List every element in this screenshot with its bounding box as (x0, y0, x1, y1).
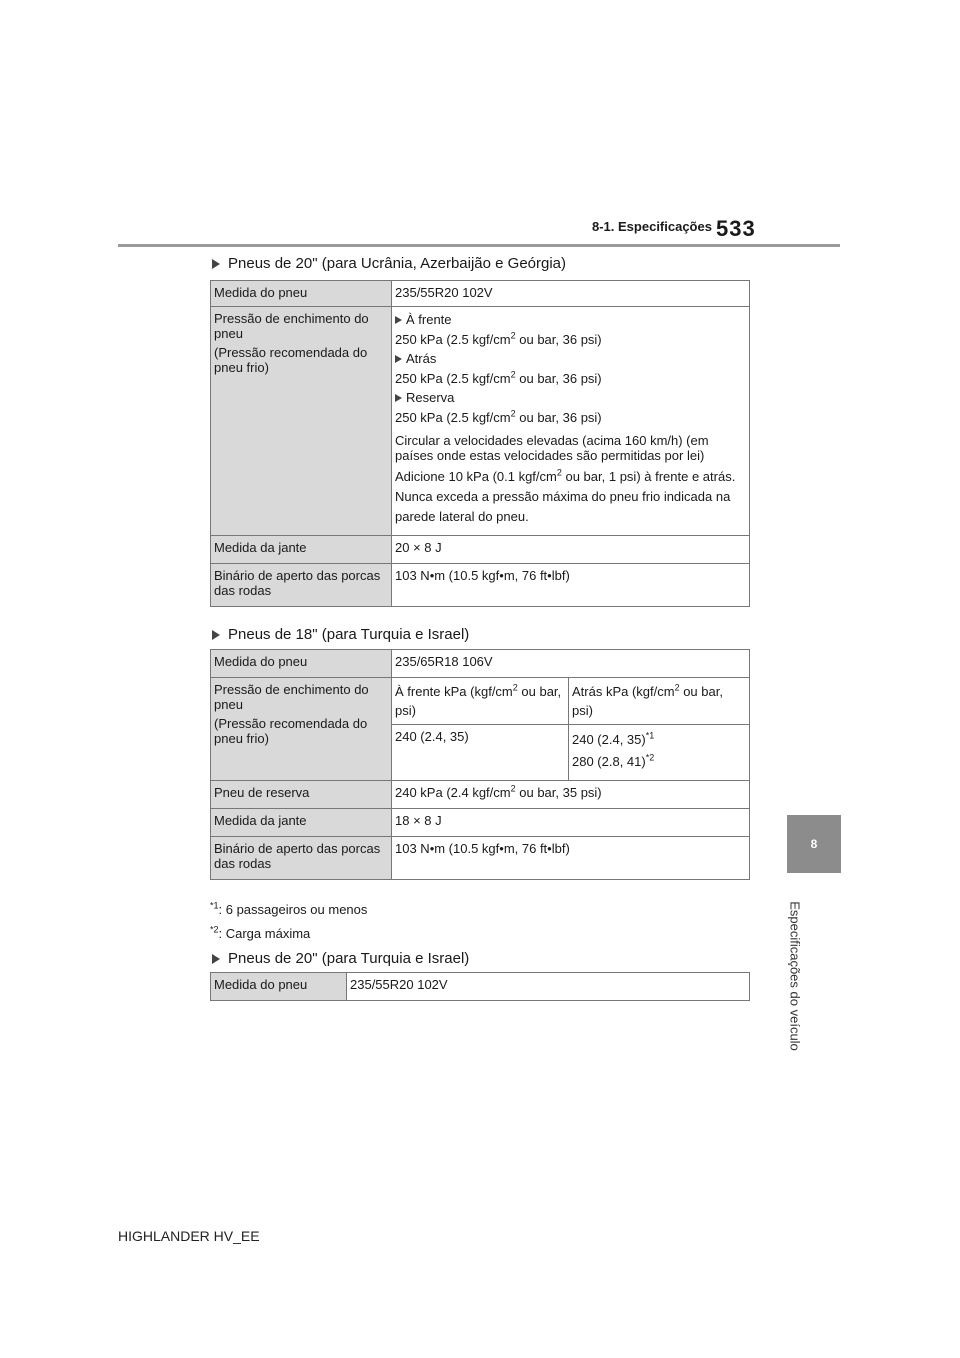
rear-header: Atrás kPa ($kgf/cm^2$ ou bar, psi) (569, 678, 750, 725)
arrow-right-icon (212, 259, 220, 269)
add-pressure-note: Adicione 10 kPa (0.1 kgf/$cm^2$ ou bar, 1 psi) à frente e atrás. Nunca exceda a pressão máxima do pneu frio indicada na parede lateral do pneu. (395, 467, 736, 524)
section2-table (210, 649, 750, 880)
rim-label: Medida da jante (211, 809, 392, 837)
arrow-right-icon (395, 316, 402, 324)
table-row (211, 973, 750, 1001)
footnote-2: $^{*2}$: Carga máxima (210, 924, 311, 941)
high-speed-note: Circular a velocidades elevadas (acima 160 km/h) (em países onde estas velocidades são permitidas por lei) (395, 433, 709, 463)
front-value: 240 (2.4, 35) (392, 725, 569, 781)
table-row (211, 837, 750, 880)
section3-table (210, 972, 750, 1001)
section-title: 8-1. Especificações (592, 219, 712, 234)
torque-value: 103 N•m (10.5 kgf•m, 76 ft•lbf) (392, 837, 750, 880)
tire-size-label: Medida do pneu (211, 650, 392, 678)
section1-heading: Pneus de 20" (para Ucrânia, Azerbaijão e Geórgia) (212, 255, 566, 272)
tire-size-value: 235/65R18 106V (392, 650, 750, 678)
arrow-right-icon (212, 630, 220, 640)
table-row (211, 307, 750, 536)
tire-size-label: Medida do pneu (211, 973, 347, 1001)
spare-value: 240 kPa (2.4 kgf/$cm^2$ ou bar, 35 psi) (392, 781, 750, 809)
arrow-right-icon (212, 954, 220, 964)
torque-label: Binário de aperto das porcas das rodas (211, 564, 392, 607)
rim-label: Medida da jante (211, 536, 392, 564)
footnote-1: $^{*1}$: 6 passageiros ou menos (210, 900, 368, 917)
section3-heading: Pneus de 20" (para Turquia e Israel) (212, 950, 469, 967)
table-row (211, 809, 750, 837)
front-header: À frente kPa ($kgf/cm^2$ ou bar, psi) (392, 678, 569, 725)
torque-label: Binário de aperto das porcas das rodas (211, 837, 392, 880)
rim-value: 20 × 8 J (392, 536, 750, 564)
tire-size-value: 235/55R20 102V (392, 281, 750, 307)
table-row (211, 536, 750, 564)
torque-value: 103 N•m (10.5 kgf•m, 76 ft•lbf) (392, 564, 750, 607)
page-number: 533 (716, 216, 756, 241)
arrow-right-icon (395, 355, 402, 363)
section2-heading: Pneus de 18" (para Turquia e Israel) (212, 626, 469, 643)
rim-value: 18 × 8 J (392, 809, 750, 837)
section1-table (210, 280, 750, 607)
table-row (211, 781, 750, 809)
pressure-values: À frente 250 kPa (2.5 kgf/$cm^2$ ou bar, 36 psi) Atrás 250 kPa (2.5 kgf/$cm^2$ ou bar, 36 psi) Reserva 250 kPa (2.5 kgf/$cm^2$ ou bar, 36 psi) Circular a velocidades elevadas (acima 160 km/h) (em países onde estas velocidades são permitidas por lei) Adicione 10 kPa (0.1 kgf/$cm^2$ ou bar, 1 psi) à frente e atrás. Nunca exceda a pressão máxima do pneu frio indicada na parede lateral do pneu. (392, 307, 750, 536)
table-row (211, 678, 750, 725)
rear-subheading: Atrás (395, 351, 746, 366)
chapter-side-label: Especificações do veículo (787, 901, 803, 1051)
header-rule (118, 244, 840, 247)
arrow-right-icon (395, 394, 402, 402)
spare-label: Pneu de reserva (211, 781, 392, 809)
table-row (211, 564, 750, 607)
table-row (211, 281, 750, 307)
table-row (211, 650, 750, 678)
footer-model: HIGHLANDER HV_EE (118, 1228, 260, 1244)
pressure-label: Pressão de enchimento do pneu (Pressão recomendada do pneu frio) (211, 307, 392, 536)
rear-values: 240 (2.4, 35)$^{*1}$ 280 (2.8, 41)$^{*2}$ (569, 725, 750, 781)
chapter-number: 8 (810, 837, 818, 851)
tire-size-label: Medida do pneu (211, 281, 392, 307)
pressure-label: Pressão de enchimento do pneu (Pressão recomendada do pneu frio) (211, 678, 392, 781)
spare-subheading: Reserva (395, 390, 746, 405)
chapter-tab[interactable] (787, 815, 841, 873)
tire-size-value: 235/55R20 102V (347, 973, 750, 1001)
front-subheading: À frente (395, 312, 746, 327)
